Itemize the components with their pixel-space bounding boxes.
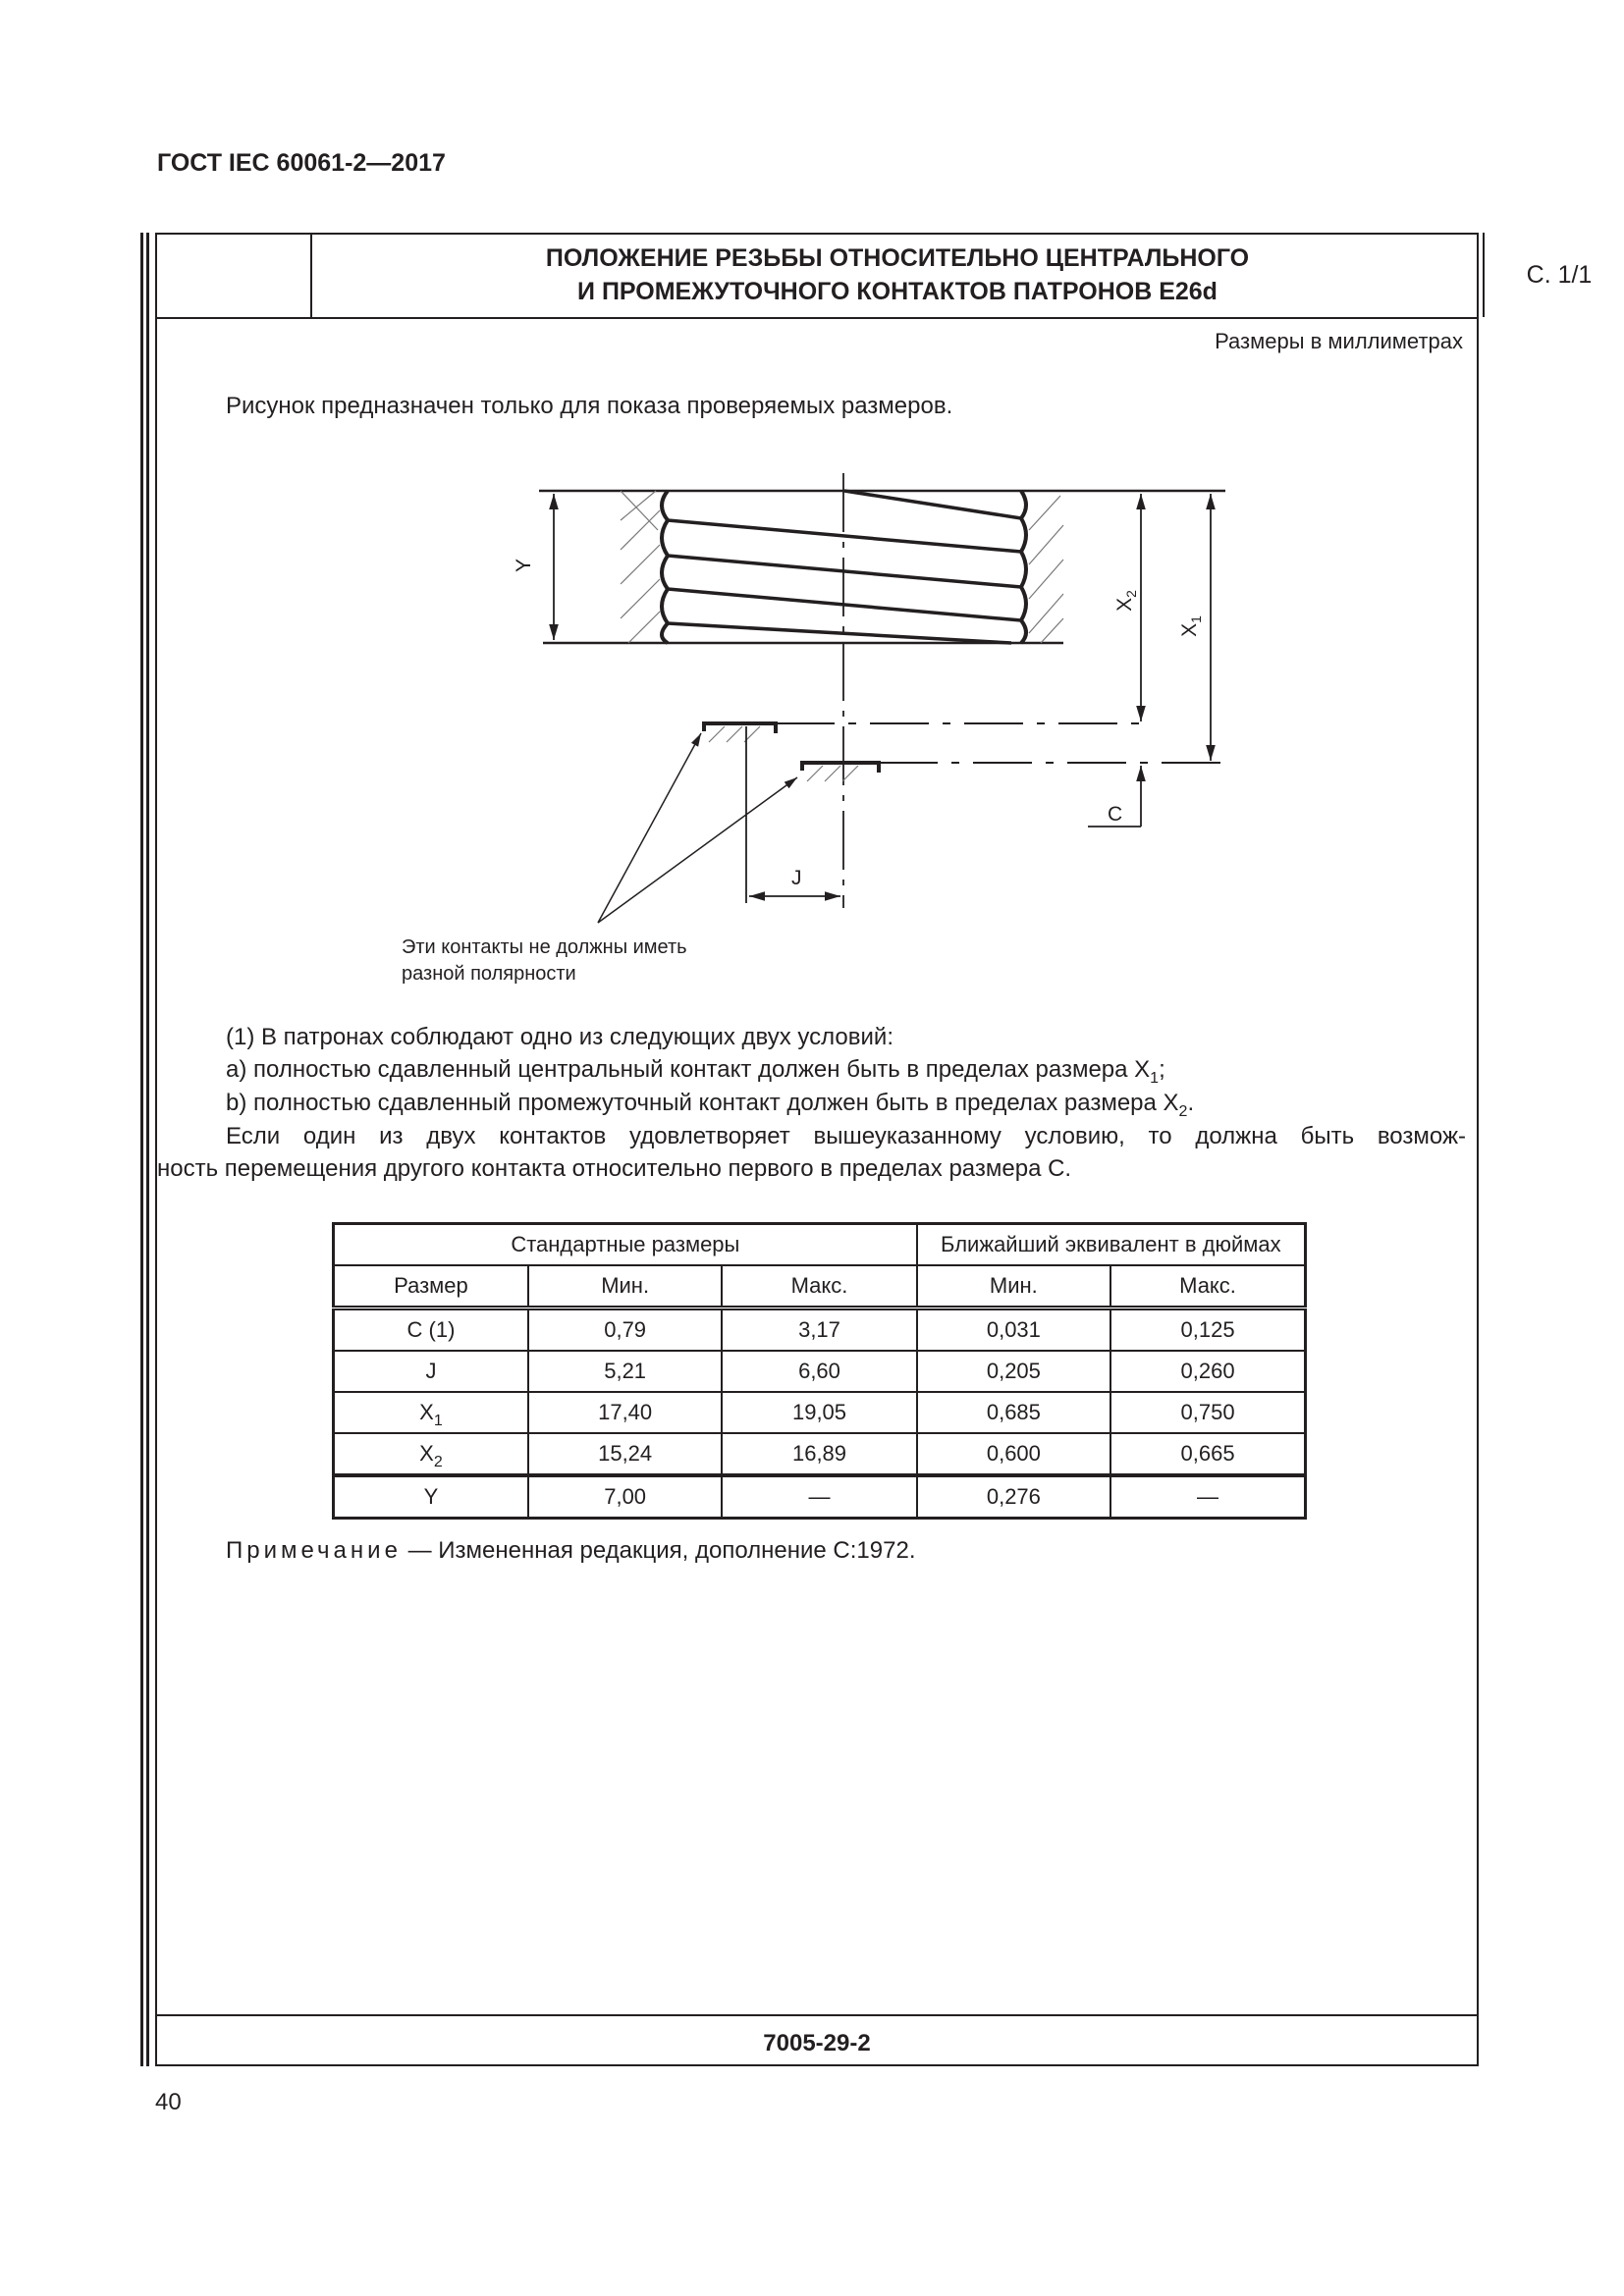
table-cell: 0,79 [528,1308,722,1352]
title-line: И ПРОМЕЖУТОЧНОГО КОНТАКТОВ ПАТРОНОВ E26d [577,278,1218,305]
size-name: J [334,1351,528,1392]
document-header: ГОСТ IEC 60061-2—2017 [157,149,446,177]
column-header: Мин. [528,1265,722,1308]
table-cell: 0,031 [917,1308,1110,1352]
table-cell: 15,24 [528,1433,722,1475]
dim-label-j: J [791,867,802,889]
table-cell: 17,40 [528,1392,722,1433]
dim-label-c: C [1108,803,1123,826]
figure-caption: разной полярности [402,963,576,985]
table-cell: — [1110,1475,1305,1519]
condition-paragraph: ность перемещения другого контакта относительно первого в пределах размера С. [157,1155,1072,1182]
note-label: Примечание [226,1537,402,1564]
sheet-code: 7005-29-2 [763,2030,871,2056]
condition-paragraph: Если один из двух контактов удовлетворяет вышеуказанному условию, то должна быть возмож- [226,1123,1466,1149]
table-cell: 16,89 [722,1433,916,1475]
table-row [334,1392,1306,1433]
column-header: Макс. [722,1265,916,1308]
table-cell: 0,125 [1110,1308,1305,1352]
table-row [334,1475,1306,1519]
table-cell: 19,05 [722,1392,916,1433]
table-cell: 0,685 [917,1392,1110,1433]
table-cell: 0,665 [1110,1433,1305,1475]
page-number: 40 [155,2089,182,2115]
table-cell: 0,260 [1110,1351,1305,1392]
table-cell: — [722,1475,916,1519]
table-header-row [334,1265,1306,1308]
size-name: $X_2$ [334,1433,528,1475]
column-header: Мин. [917,1265,1110,1308]
table-cell: 0,600 [917,1433,1110,1475]
note [226,1534,916,1567]
table-cell: 0,750 [1110,1392,1305,1433]
table-cell: 5,21 [528,1351,722,1392]
title-line: ПОЛОЖЕНИЕ РЕЗЬБЫ ОТНОСИТЕЛЬНО ЦЕНТРАЛЬНОГО [545,244,1250,272]
figure-caption: Эти контакты не должны иметь [402,936,687,958]
intro-text: Рисунок предназначен только для показа проверяемых размеров. [226,393,953,419]
condition-intro: (1) В патронах соблюдают одно из следующих двух условий: [226,1024,893,1050]
column-header: Размер [334,1265,528,1308]
table-row [334,1433,1306,1475]
footer-divider [155,2014,1479,2016]
dim-label-x2: $X_2$ [1113,590,1139,612]
column-header: Макс. [1110,1265,1305,1308]
sheet-number: С. 1/1 [1483,233,1624,317]
table-group-header-row [334,1224,1306,1266]
size-name: Y [334,1475,528,1519]
table-cell: 3,17 [722,1308,916,1352]
units-note: Размеры в миллиметрах [1215,329,1463,353]
dim-label-y: Y [513,558,535,573]
dim-label-x1: $X_1$ [1178,615,1204,637]
condition-a: а) полностью сдавленный центральный контакт должен быть в пределах размера $X_1$; [226,1056,1165,1087]
note-text: — Измененная редакция, дополнение С:1972. [401,1537,916,1564]
dimensions-table [332,1222,1307,1520]
condition-b: b) полностью сдавленный промежуточный контакт должен быть в пределах размера $X_2$. [226,1090,1195,1120]
size-name: $X_1$ [334,1392,528,1433]
table-cell: 0,276 [917,1475,1110,1519]
group-header: Ближайший эквивалент в дюймах [917,1224,1306,1266]
table-row [334,1308,1306,1352]
table-cell: 0,205 [917,1351,1110,1392]
thread-position-drawing [0,0,1624,982]
table-row [334,1351,1306,1392]
table-cell: 6,60 [722,1351,916,1392]
table-cell: 7,00 [528,1475,722,1519]
size-name: C (1) [334,1308,528,1352]
group-header: Стандартные размеры [334,1224,917,1266]
